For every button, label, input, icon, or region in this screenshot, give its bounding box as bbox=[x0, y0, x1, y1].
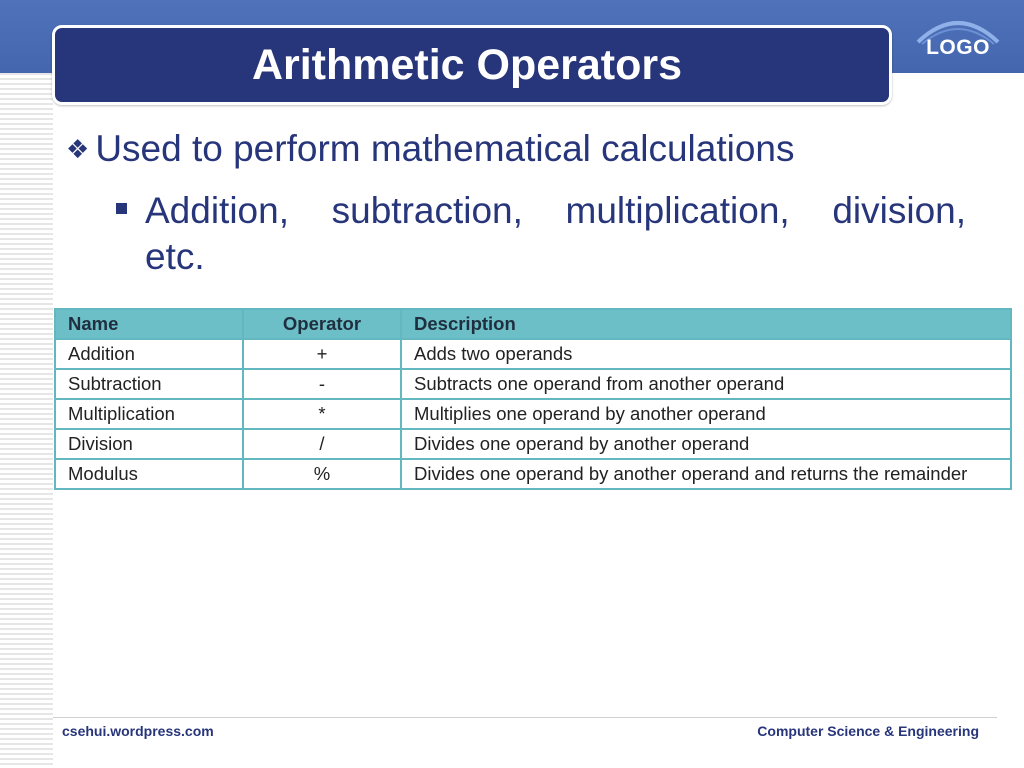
footer-divider bbox=[53, 717, 997, 718]
cell-name: Subtraction bbox=[55, 369, 243, 399]
cell-operator: + bbox=[243, 339, 401, 369]
header-operator: Operator bbox=[243, 309, 401, 339]
bullet-level2 bbox=[116, 188, 966, 280]
bullet-level1 bbox=[66, 128, 795, 170]
footer-department: Computer Science & Engineering bbox=[757, 723, 979, 739]
logo bbox=[912, 10, 1000, 70]
cell-name: Division bbox=[55, 429, 243, 459]
cell-description: Adds two operands bbox=[401, 339, 1011, 369]
title-bar bbox=[52, 25, 892, 105]
cell-description: Subtracts one operand from another operand bbox=[401, 369, 1011, 399]
cell-name: Addition bbox=[55, 339, 243, 369]
left-stripe-decoration bbox=[0, 0, 53, 768]
table-row bbox=[55, 459, 1011, 489]
slide-title: Arithmetic Operators bbox=[251, 40, 683, 89]
header-description: Description bbox=[401, 309, 1011, 339]
square-bullet-icon bbox=[116, 203, 127, 214]
cell-operator: * bbox=[243, 399, 401, 429]
bullet-level1-text: Used to perform mathematical calculations bbox=[95, 128, 795, 169]
cell-operator: - bbox=[243, 369, 401, 399]
cell-description: Divides one operand by another operand bbox=[401, 429, 1011, 459]
table-row bbox=[55, 369, 1011, 399]
cell-name: Multiplication bbox=[55, 399, 243, 429]
cell-description: Multiplies one operand by another operand bbox=[401, 399, 1011, 429]
cell-operator: / bbox=[243, 429, 401, 459]
cell-operator: % bbox=[243, 459, 401, 489]
footer-website: csehui.wordpress.com bbox=[62, 723, 214, 739]
bullet-level2-text: Addition, subtraction, multiplication, division, etc. bbox=[145, 190, 966, 277]
table-row bbox=[55, 339, 1011, 369]
table-row bbox=[55, 429, 1011, 459]
table-row bbox=[55, 399, 1011, 429]
cell-description: Divides one operand by another operand and returns the remainder bbox=[401, 459, 1011, 489]
logo-text: LOGO bbox=[926, 36, 990, 59]
diamond-bullet-icon: ❖ bbox=[66, 133, 90, 164]
table-header-row bbox=[55, 309, 1011, 339]
operators-table bbox=[54, 308, 1012, 490]
header-name: Name bbox=[55, 309, 243, 339]
cell-name: Modulus bbox=[55, 459, 243, 489]
